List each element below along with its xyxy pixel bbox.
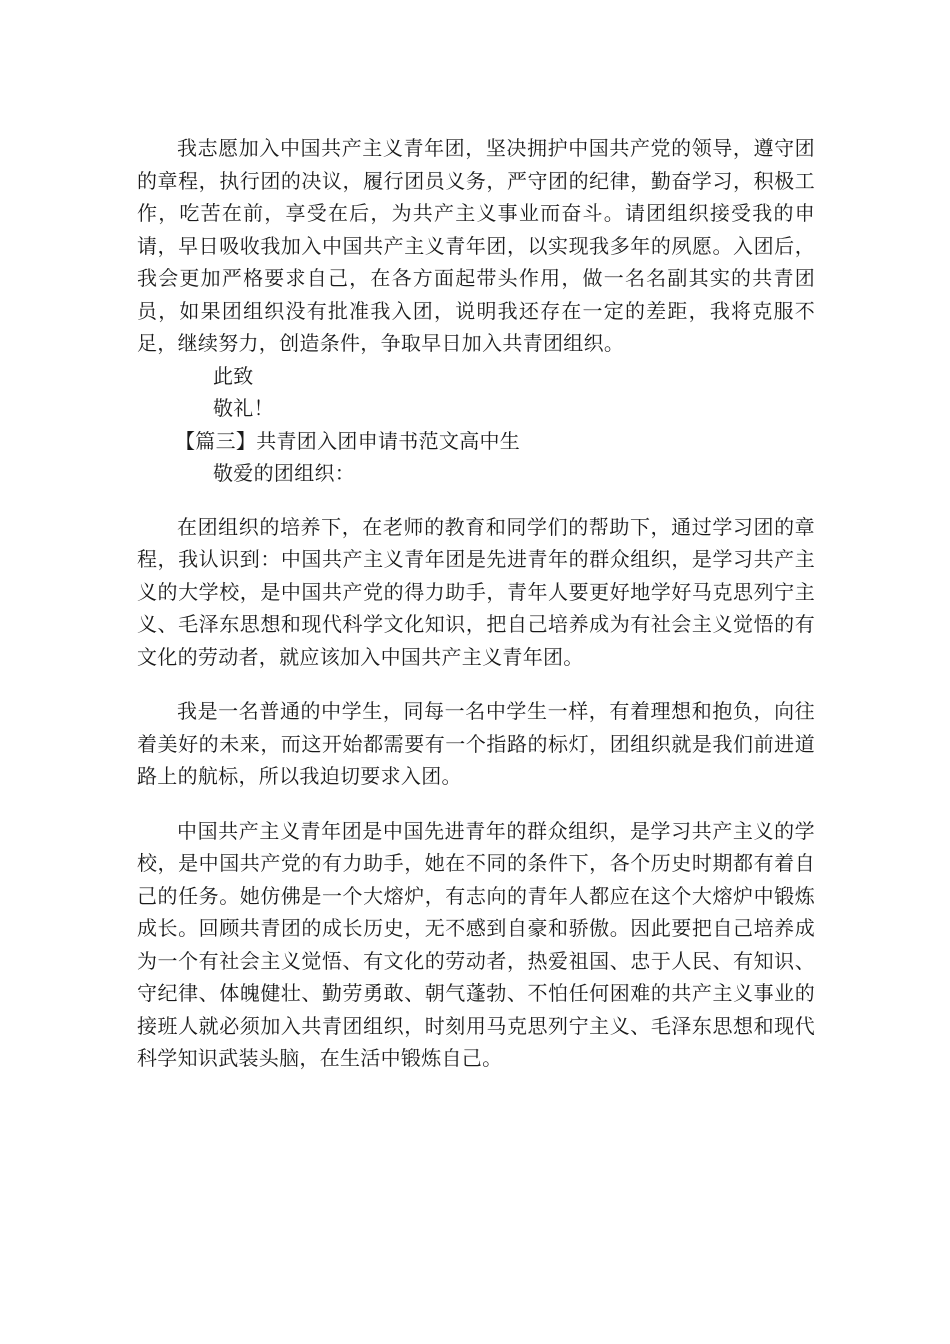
section-heading: 【篇三】共青团入团申请书范文高中生	[175, 428, 521, 453]
letter-salutation: 敬爱的团组织：	[213, 461, 356, 485]
document-body	[137, 132, 815, 1075]
paragraph-student-aspiration: 我是一名普通的中学生，同每一名中学生一样，有着理想和抱负，向往着美好的未来，而这开始都需要有一个指路的标灯，团组织就是我们前进道路上的航标，所以我迫切要求入团。	[137, 699, 815, 788]
closing-salutation-2: 敬礼！	[213, 396, 274, 420]
closing-salutation-1: 此致	[213, 363, 254, 388]
paragraph-league-role: 中国共产主义青年团是中国先进青年的群众组织，是学习共产主义的学校，是中国共产党的有力助手，她在不同的条件下，各个历史时期都有着自己的任务。她仿佛是一个大熔炉，有志向的青年人都应在这个大熔炉中锻炼成长。回顾共青团的成长历史，无不感到自豪和骄傲。因此要把自己培养成为一个有社会主义觉悟、有文化的劳动者，热爱祖国、忠于人民、有知识、守纪律、体魄健壮、勤劳勇敢、朝气蓬勃、不怕任何困难的共产主义事业的接班人就必须加入共青团组织，时刻用马克思列宁主义、毛泽东思想和现代科学知识武装头脑，在生活中锻炼自己。	[137, 818, 815, 1070]
paragraph-application-pledge: 我志愿加入中国共产主义青年团，坚决拥护中国共产党的领导，遵守团的章程，执行团的决议，履行团员义务，严守团的纪律，勤奋学习，积极工作，吃苦在前，享受在后，为共产主义事业而奋斗。请团组织接受我的申请，早日吸收我加入中国共产主义青年团，以实现我多年的夙愿。入团后，我会更加严格要求自己，在各方面起带头作用，做一名名副其实的共青团员，如果团组织没有批准我入团，说明我还存在一定的差距，我将克服不足，继续努力，创造条件，争取早日加入共青团组织。	[137, 136, 815, 355]
paragraph-understanding: 在团组织的培养下，在老师的教育和同学们的帮助下，通过学习团的章程，我认识到：中国共产主义青年团是先进青年的群众组织，是学习共产主义的大学校，是中国共产党的得力助手，青年人要更好地学好马克思列宁主义、毛泽东思想和现代科学文化知识，把自己培养成为有社会主义觉悟的有文化的劳动者，就应该加入中国共产主义青年团。	[137, 514, 815, 669]
